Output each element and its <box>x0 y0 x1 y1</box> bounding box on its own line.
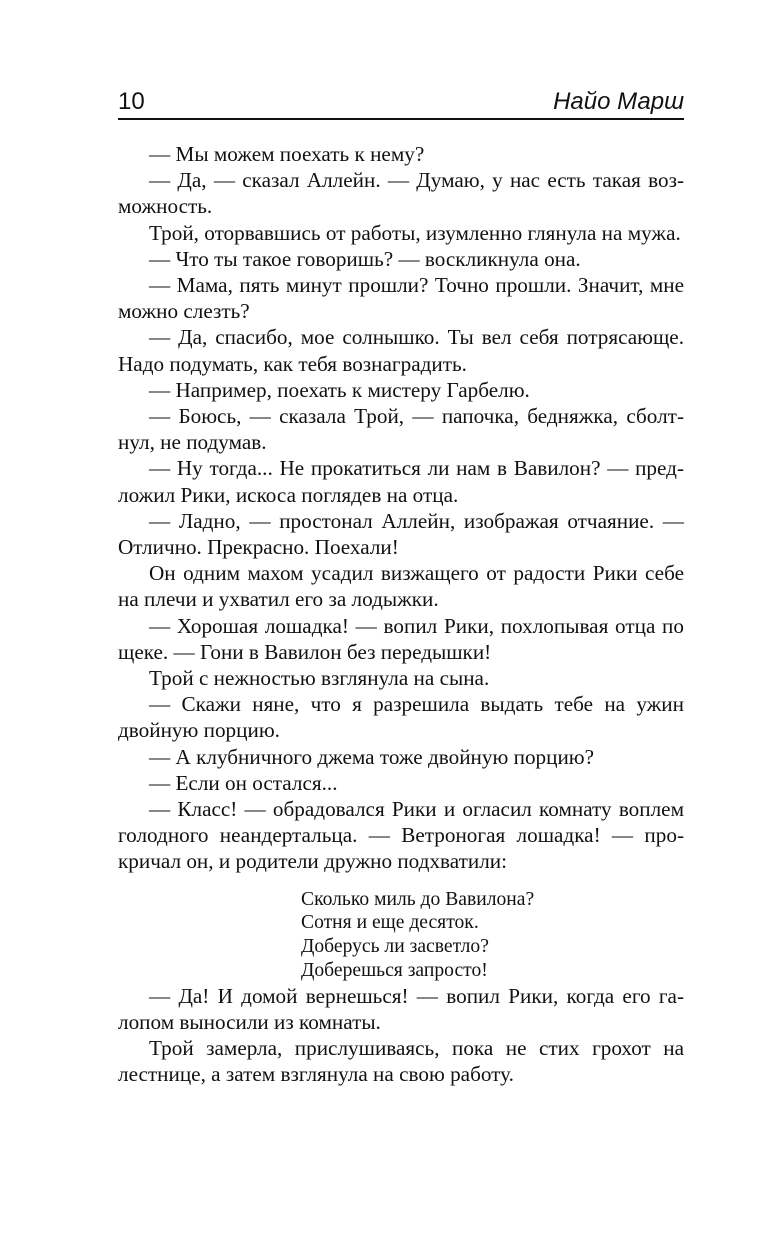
body-text <box>118 141 684 1088</box>
paragraph: Трой, оторвавшись от работы, изумленно глянула на мужа. <box>149 220 681 245</box>
paragraph: — Мама, пять минут прошли? Точно прошли. Значит, мне можно слезть? <box>118 273 684 324</box>
page-header <box>118 84 684 120</box>
paragraph: — Боюсь, — сказала Трой, — папочка, бедняжка, сболтнул, не подумав. <box>118 404 684 455</box>
paragraph: Он одним махом усадил визжащего от радости Рики себе на плечи и ухватил его за лодыжки. <box>118 561 684 612</box>
poem-line: Доберешься запросто! <box>301 960 488 982</box>
paragraph: Трой замерла, прислушиваясь, пока не стих грохот на лестнице, а затем взглянула на свою работу. <box>118 1036 684 1087</box>
poem-stanza <box>301 888 684 983</box>
paragraph: — Класс! — обрадовался Рики и огласил комнату воплем голодного неандертальца. — Ветроногая лошадка! — прокричал он, и родители дружно подхватили: <box>118 797 684 874</box>
poem-line: Доберусь ли засветло? <box>301 936 489 958</box>
paragraph: — Если он остался... <box>149 770 338 795</box>
paragraph: — Да, — сказал Аллейн. — Думаю, у нас есть такая возможность. <box>118 168 684 219</box>
paragraph: — Хорошая лошадка! — вопил Рики, похлопывая отца по щеке. — Гони в Вавилон без передышки! <box>118 613 684 664</box>
paragraph: — Да! И домой вернешься! — вопил Рики, когда его галопом выносили из комнаты. <box>118 983 684 1035</box>
paragraph: — Скажи няне, что я разрешила выдать тебе на ужин двойную порцию. <box>118 692 684 743</box>
paragraph: — Например, поехать к мистеру Гарбелю. <box>149 377 530 402</box>
page-number: 10 <box>118 88 145 115</box>
paragraph: — Ну тогда... Не прокатиться ли нам в Вавилон? — предложил Рики, искоса поглядев на отца. <box>118 456 684 507</box>
poem-line: Сотня и еще десяток. <box>301 912 479 934</box>
paragraph: — Да, спасибо, мое солнышко. Ты вел себя потрясающе. Надо подумать, как тебя вознаградить. <box>118 325 684 376</box>
paragraph: — А клубничного джема тоже двойную порцию? <box>149 744 595 769</box>
paragraph: — Мы можем поехать к нему? <box>149 142 425 166</box>
paragraph: Трой с нежностью взглянула на сына. <box>149 666 490 691</box>
running-title-author: Найо Марш <box>553 88 684 115</box>
paragraph: — Что ты такое говоришь? — воскликнула она. <box>149 246 581 271</box>
paragraph: — Ладно, — простонал Аллейн, изображая отчаяние. — Отлично. Прекрасно. Поехали! <box>118 508 684 560</box>
poem-line: Сколько миль до Вавилона? <box>301 888 535 910</box>
